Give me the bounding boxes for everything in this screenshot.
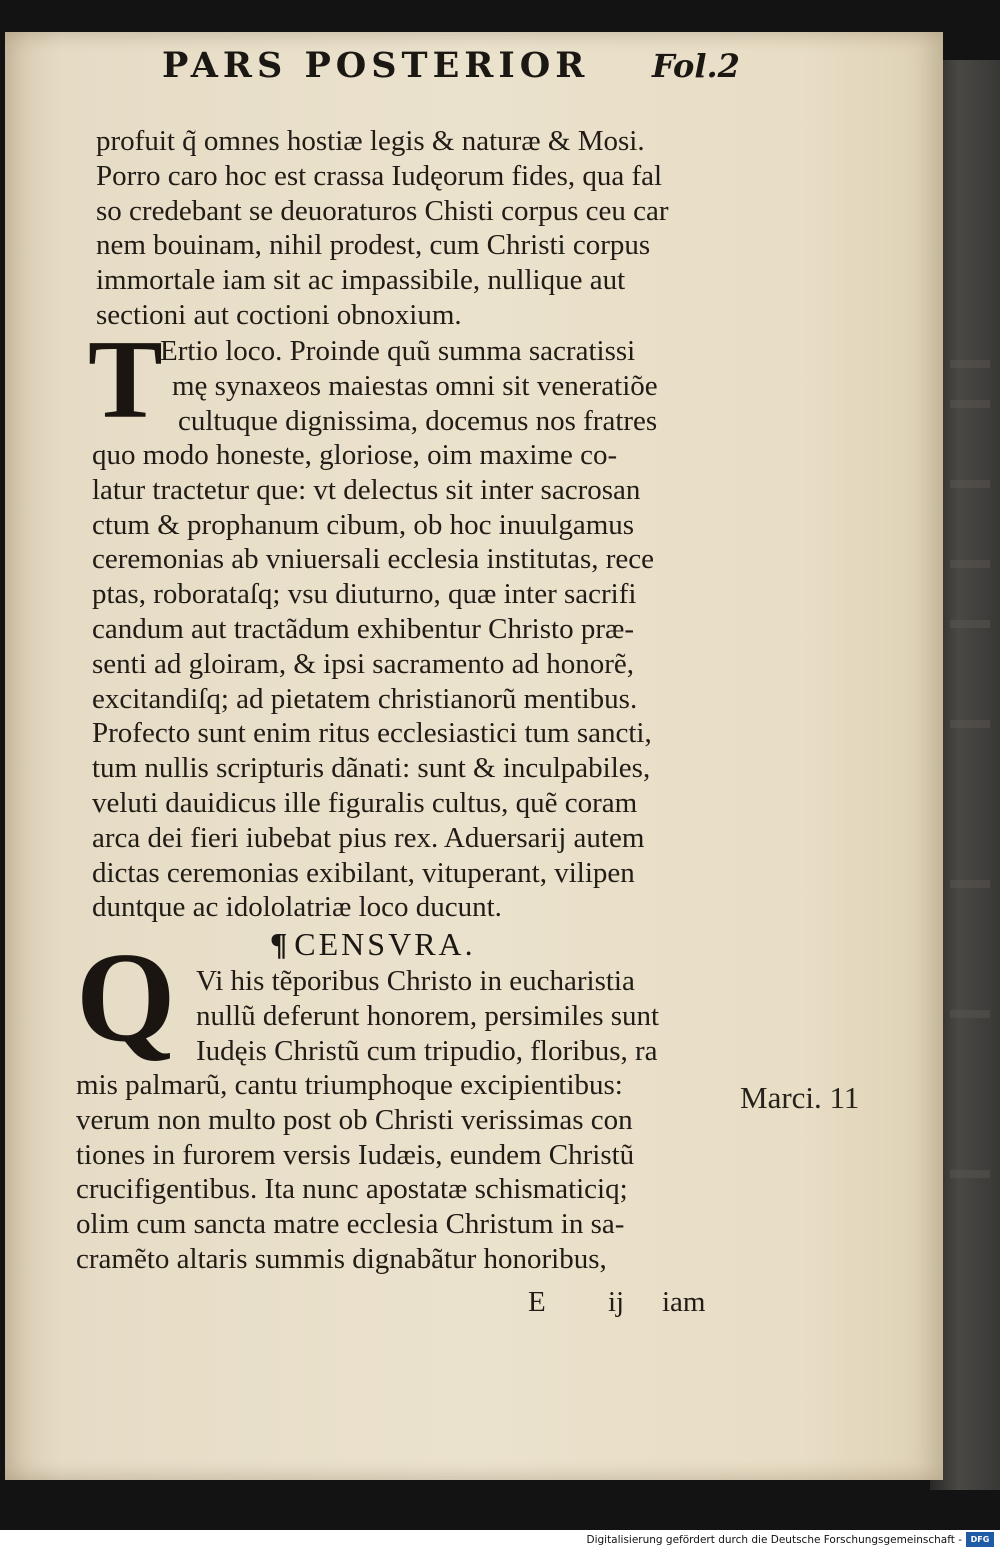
- text-line: Porro caro hoc est crassa Iudęorum fides, qua fal: [96, 159, 663, 192]
- ghost-text: [950, 400, 990, 408]
- catchword: iam: [662, 1286, 706, 1318]
- running-head: PARS POSTERIOR: [162, 45, 590, 86]
- text-line: Iudęis Christũ cum tripudio, floribus, ra: [196, 1034, 658, 1067]
- folio-number: Fol.2: [652, 47, 740, 85]
- paragraph-3-indented: [196, 964, 736, 1068]
- pilcrow-mark: ¶: [270, 926, 291, 962]
- text-line: Vi his tẽporibus Christo in eucharistia: [196, 965, 635, 997]
- text-line: sectioni aut coctioni obnoxium.: [96, 298, 462, 331]
- paragraph-1: [96, 124, 786, 333]
- text-line: senti ad gloiram, & ipsi sacramento ad honorẽ,: [92, 647, 634, 680]
- paragraph-3: [76, 1068, 726, 1277]
- text-line: nem bouinam, nihil prodest, cum Christi corpus: [96, 229, 651, 262]
- drop-cap-q: Q: [76, 926, 176, 1068]
- text-line: cramẽto altaris summis dignabãtur honoribus,: [76, 1242, 607, 1275]
- censura-label: CENSVRA.: [294, 926, 476, 962]
- text-line: dictas ceremonias exibilant, vituperant, vilipen: [92, 856, 635, 889]
- drop-cap-t: T: [88, 318, 163, 442]
- text-line: veluti dauidicus ille figuralis cultus, quẽ coram: [92, 786, 638, 819]
- text-line: latur tractetur que: vt delectus sit inter sacrosan: [92, 473, 641, 506]
- ghost-text: [950, 1010, 990, 1018]
- page-header: [162, 42, 752, 90]
- text-line: arca dei fieri iubebat pius rex. Aduersarij autem: [92, 821, 645, 854]
- funding-credit: Digitalisierung gefördert durch die Deutsche Forschungsgemeinschaft -: [586, 1534, 962, 1546]
- paragraph-2: [92, 438, 782, 925]
- ghost-text: [950, 720, 990, 728]
- text-line: tiones in furorem versis Iudæis, eundem Christũ: [76, 1138, 635, 1171]
- paragraph-2-indented: [160, 334, 760, 438]
- text-line: excitandiſq; ad pietatem christianorũ mentibus.: [92, 682, 638, 715]
- text-line: Profecto sunt enim ritus ecclesiastici tum sancti,: [92, 717, 652, 750]
- ghost-text: [950, 360, 990, 368]
- text-line: olim cum sancta matre ecclesia Christum in sa-: [76, 1208, 625, 1241]
- text-line: crucifigentibus. Ita nunc apostatæ schismaticiq;: [76, 1173, 628, 1206]
- signature-mark: E: [528, 1286, 546, 1318]
- dfg-logo-icon: DFG: [966, 1532, 994, 1547]
- signature-number: ij: [608, 1286, 625, 1318]
- text-line: tum nullis scripturis dãnati: sunt & inculpabiles,: [92, 752, 651, 785]
- text-line: Ertio loco. Proinde quũ summa sacratissi: [160, 335, 636, 367]
- text-line: ceremonias ab vniuersali ecclesia institutas, rece: [92, 543, 655, 576]
- text-line: ctum & prophanum cibum, ob hoc inuulgamus: [92, 508, 635, 541]
- text-line: quo modo honeste, gloriose, oim maxime co-: [92, 439, 618, 471]
- ghost-text: [950, 620, 990, 628]
- text-line: immortale iam sit ac impassibile, nullique aut: [96, 264, 626, 297]
- text-line: ptas, roborataſq; vsu diuturno, quæ inter sacrifi: [92, 578, 637, 611]
- margin-note: Marci. 11: [740, 1080, 860, 1115]
- text-line: cultuque dignissima, docemus nos fratres: [178, 404, 658, 437]
- ghost-text: [950, 880, 990, 888]
- ghost-text: [950, 1170, 990, 1178]
- text-line: mis palmarũ, cantu triumphoque excipientibus:: [76, 1069, 623, 1101]
- text-line: verum non multo post ob Christi verissimas con: [76, 1103, 633, 1136]
- text-line: mę synaxeos maiestas omni sit veneratiõe: [172, 369, 658, 402]
- ghost-text: [950, 480, 990, 488]
- text-line: profuit q̃ omnes hostiæ legis & naturæ & Mosi.: [96, 125, 645, 157]
- text-line: nullũ deferunt honorem, persimiles sunt: [196, 999, 660, 1032]
- ghost-text: [950, 560, 990, 568]
- censura-heading: [270, 924, 476, 964]
- text-line: duntque ac idololatriæ loco ducunt.: [92, 891, 502, 924]
- text-line: so credebant se deuoraturos Chisti corpus ceu car: [96, 194, 669, 227]
- text-line: candum aut tractãdum exhibentur Christo præ-: [92, 612, 634, 645]
- footer-bar: [0, 1530, 1000, 1550]
